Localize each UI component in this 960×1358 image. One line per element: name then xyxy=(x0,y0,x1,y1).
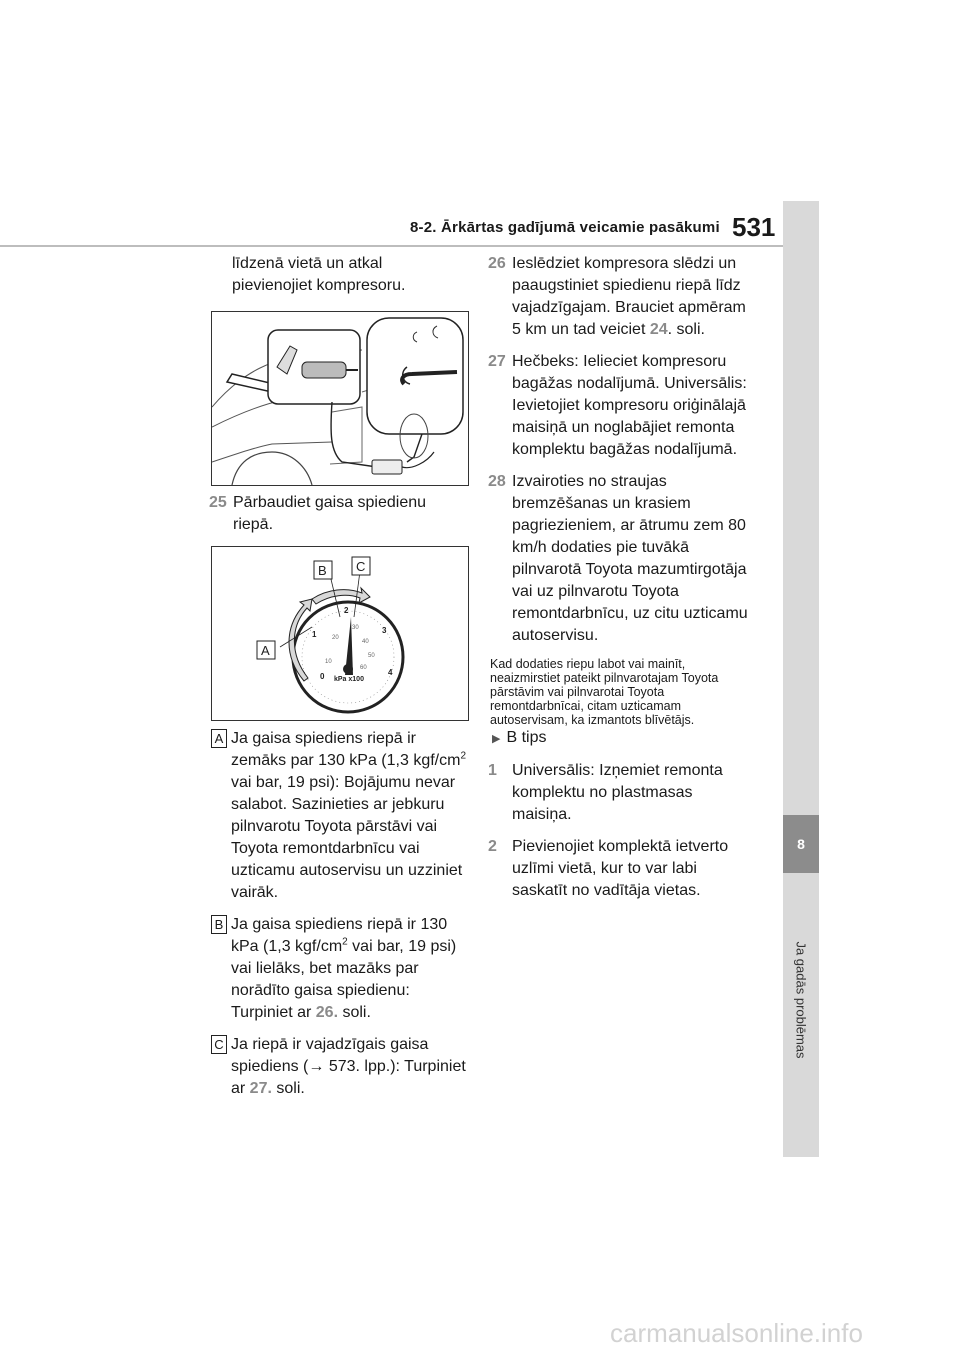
step-number: 25 xyxy=(209,494,227,511)
svg-text:4: 4 xyxy=(388,668,393,677)
gauge-label-c: C xyxy=(356,559,366,574)
page-number: 531 xyxy=(732,212,776,242)
step-number: 2 xyxy=(488,838,497,855)
intro-text xyxy=(232,253,472,297)
svg-text:60: 60 xyxy=(360,665,367,671)
badge-b: B xyxy=(211,915,227,934)
type-b-label: B tips xyxy=(506,729,547,746)
step-text: Izvairoties no straujas bremzēšanas un krasiem pagriezieniem, ar ātrumu zem 80 km/h dodaties pie tuvākā pilnvarotā Toyota mazumtirgotāja vai uz pilnvarotu Toyota remontdarbnīcu, uz citu uzticamu autoservisu. xyxy=(512,473,748,644)
step-text: Hečbeks: Ielieciet kompresoru bagāžas nodalījumā. Universālis: Ievietojiet kompresoru oriģinālajā maisiņā un noglabājiet remonta komplektu bagāžas nodalījumā. xyxy=(512,353,747,458)
option-a-text-1: Ja gaisa spiediens riepā ir zemāks par 130 kPa (1,3 kgf/cm xyxy=(231,730,461,769)
svg-text:0: 0 xyxy=(320,672,325,681)
step-reference: 24 xyxy=(649,321,668,338)
gauge-label-a: A xyxy=(261,643,270,658)
svg-text:3: 3 xyxy=(382,626,387,635)
chapter-number: 8 xyxy=(783,815,819,873)
step-number: 26 xyxy=(488,255,506,272)
step-reference: 27. xyxy=(249,1080,272,1097)
sealant-note: Kad dodaties riepu labot vai mainīt, neaizmirstiet pateikt pilnvarotajam Toyota pārstāvim vai pilnvarotai Toyota remontdarbnīcai, citam uzticamam autoservisam, ka izmantots blīvētājs. xyxy=(490,657,719,727)
step-number: 28 xyxy=(488,473,506,490)
compressor-connection-figure xyxy=(211,311,469,486)
option-c xyxy=(211,1034,467,1100)
option-a-sup: 2 xyxy=(460,750,466,762)
option-a xyxy=(211,728,467,904)
step-text: Pievienojiet komplektā ietverto uzlīmi vietā, kur to var labi saskatīt no vadītāja vietas. xyxy=(512,838,729,899)
badge-c: C xyxy=(211,1035,227,1054)
right-column xyxy=(490,253,752,912)
option-b-text-1: Ja gaisa spiediens riepā ir 130 kPa (1,3 kgf/cm xyxy=(231,916,448,955)
svg-text:1: 1 xyxy=(312,630,317,639)
header-rule xyxy=(0,245,785,247)
intro-line-1: līdzenā vietā un atkal xyxy=(232,255,383,272)
option-c-text-2: 573. lpp.): Turpiniet ar xyxy=(231,1058,466,1097)
svg-text:2: 2 xyxy=(344,606,349,615)
step-2 xyxy=(490,836,752,902)
chapter-title: Ja gadās problēmas xyxy=(793,941,809,1059)
intro-line-2: pievienojiet kompresoru. xyxy=(232,277,406,294)
svg-text:20: 20 xyxy=(332,635,339,641)
step-text: Universālis: Izņemiet remonta komplektu no plastmasas maisiņa. xyxy=(512,762,723,823)
option-c-text-3: soli. xyxy=(271,1080,305,1097)
option-b xyxy=(211,914,467,1024)
step-text-end: . soli. xyxy=(667,321,705,338)
step-26 xyxy=(490,253,752,341)
step-28 xyxy=(490,471,752,647)
arrow-icon: → xyxy=(308,1058,325,1075)
section-title: 8-2. Ārkārtas gadījumā veicamie pasākumi xyxy=(410,219,720,236)
pressure-gauge-figure xyxy=(211,546,469,721)
option-c-text-1: Ja riepā ir vajadzīgais gaisa spiediens ( xyxy=(231,1036,429,1075)
option-b-text-2: vai bar, 19 psi) vai lielāks, bet mazāks par norādīto gaisa spiedienu: Turpiniet ar xyxy=(231,938,457,1021)
step-reference: 26. xyxy=(315,1004,339,1021)
watermark: carmanualsonline.info xyxy=(610,1318,863,1348)
svg-text:40: 40 xyxy=(362,639,369,645)
step-number: 27 xyxy=(488,353,506,370)
pressure-gauge-illustration xyxy=(212,547,468,720)
step-text: Ieslēdziet kompresora slēdzi un paaugstiniet spiedienu riepā līdz vajadzīgajam. Brauciet apmēram 5 km un tad veiciet xyxy=(512,255,746,338)
option-b-sup: 2 xyxy=(342,936,348,948)
compressor-illustration xyxy=(212,312,468,485)
step-number: 1 xyxy=(488,762,497,779)
badge-a: A xyxy=(211,729,227,748)
type-b-heading xyxy=(492,727,752,750)
gauge-unit-label: kPa x100 xyxy=(334,676,364,683)
option-b-text-3: soli. xyxy=(338,1004,371,1021)
svg-text:50: 50 xyxy=(368,653,375,659)
step-27 xyxy=(490,351,752,461)
gauge-label-b: B xyxy=(318,563,327,578)
step-text: Pārbaudiet gaisa spiedienu riepā. xyxy=(233,494,427,533)
svg-text:10: 10 xyxy=(325,659,332,665)
step-25 xyxy=(211,492,467,546)
pressure-options xyxy=(211,728,467,1110)
step-1 xyxy=(490,760,752,826)
option-a-text-2: vai bar, 19 psi): Bojājumu nevar salabot. Sazinieties ar jebkuru pilnvarotu Toyota pārstāvi vai Toyota remontdarbnīcu vai uzticamu autoservisu un uzziniet vairāk. xyxy=(231,774,463,901)
triangle-right-icon: ▶ xyxy=(492,733,501,745)
svg-text:30: 30 xyxy=(352,625,359,631)
